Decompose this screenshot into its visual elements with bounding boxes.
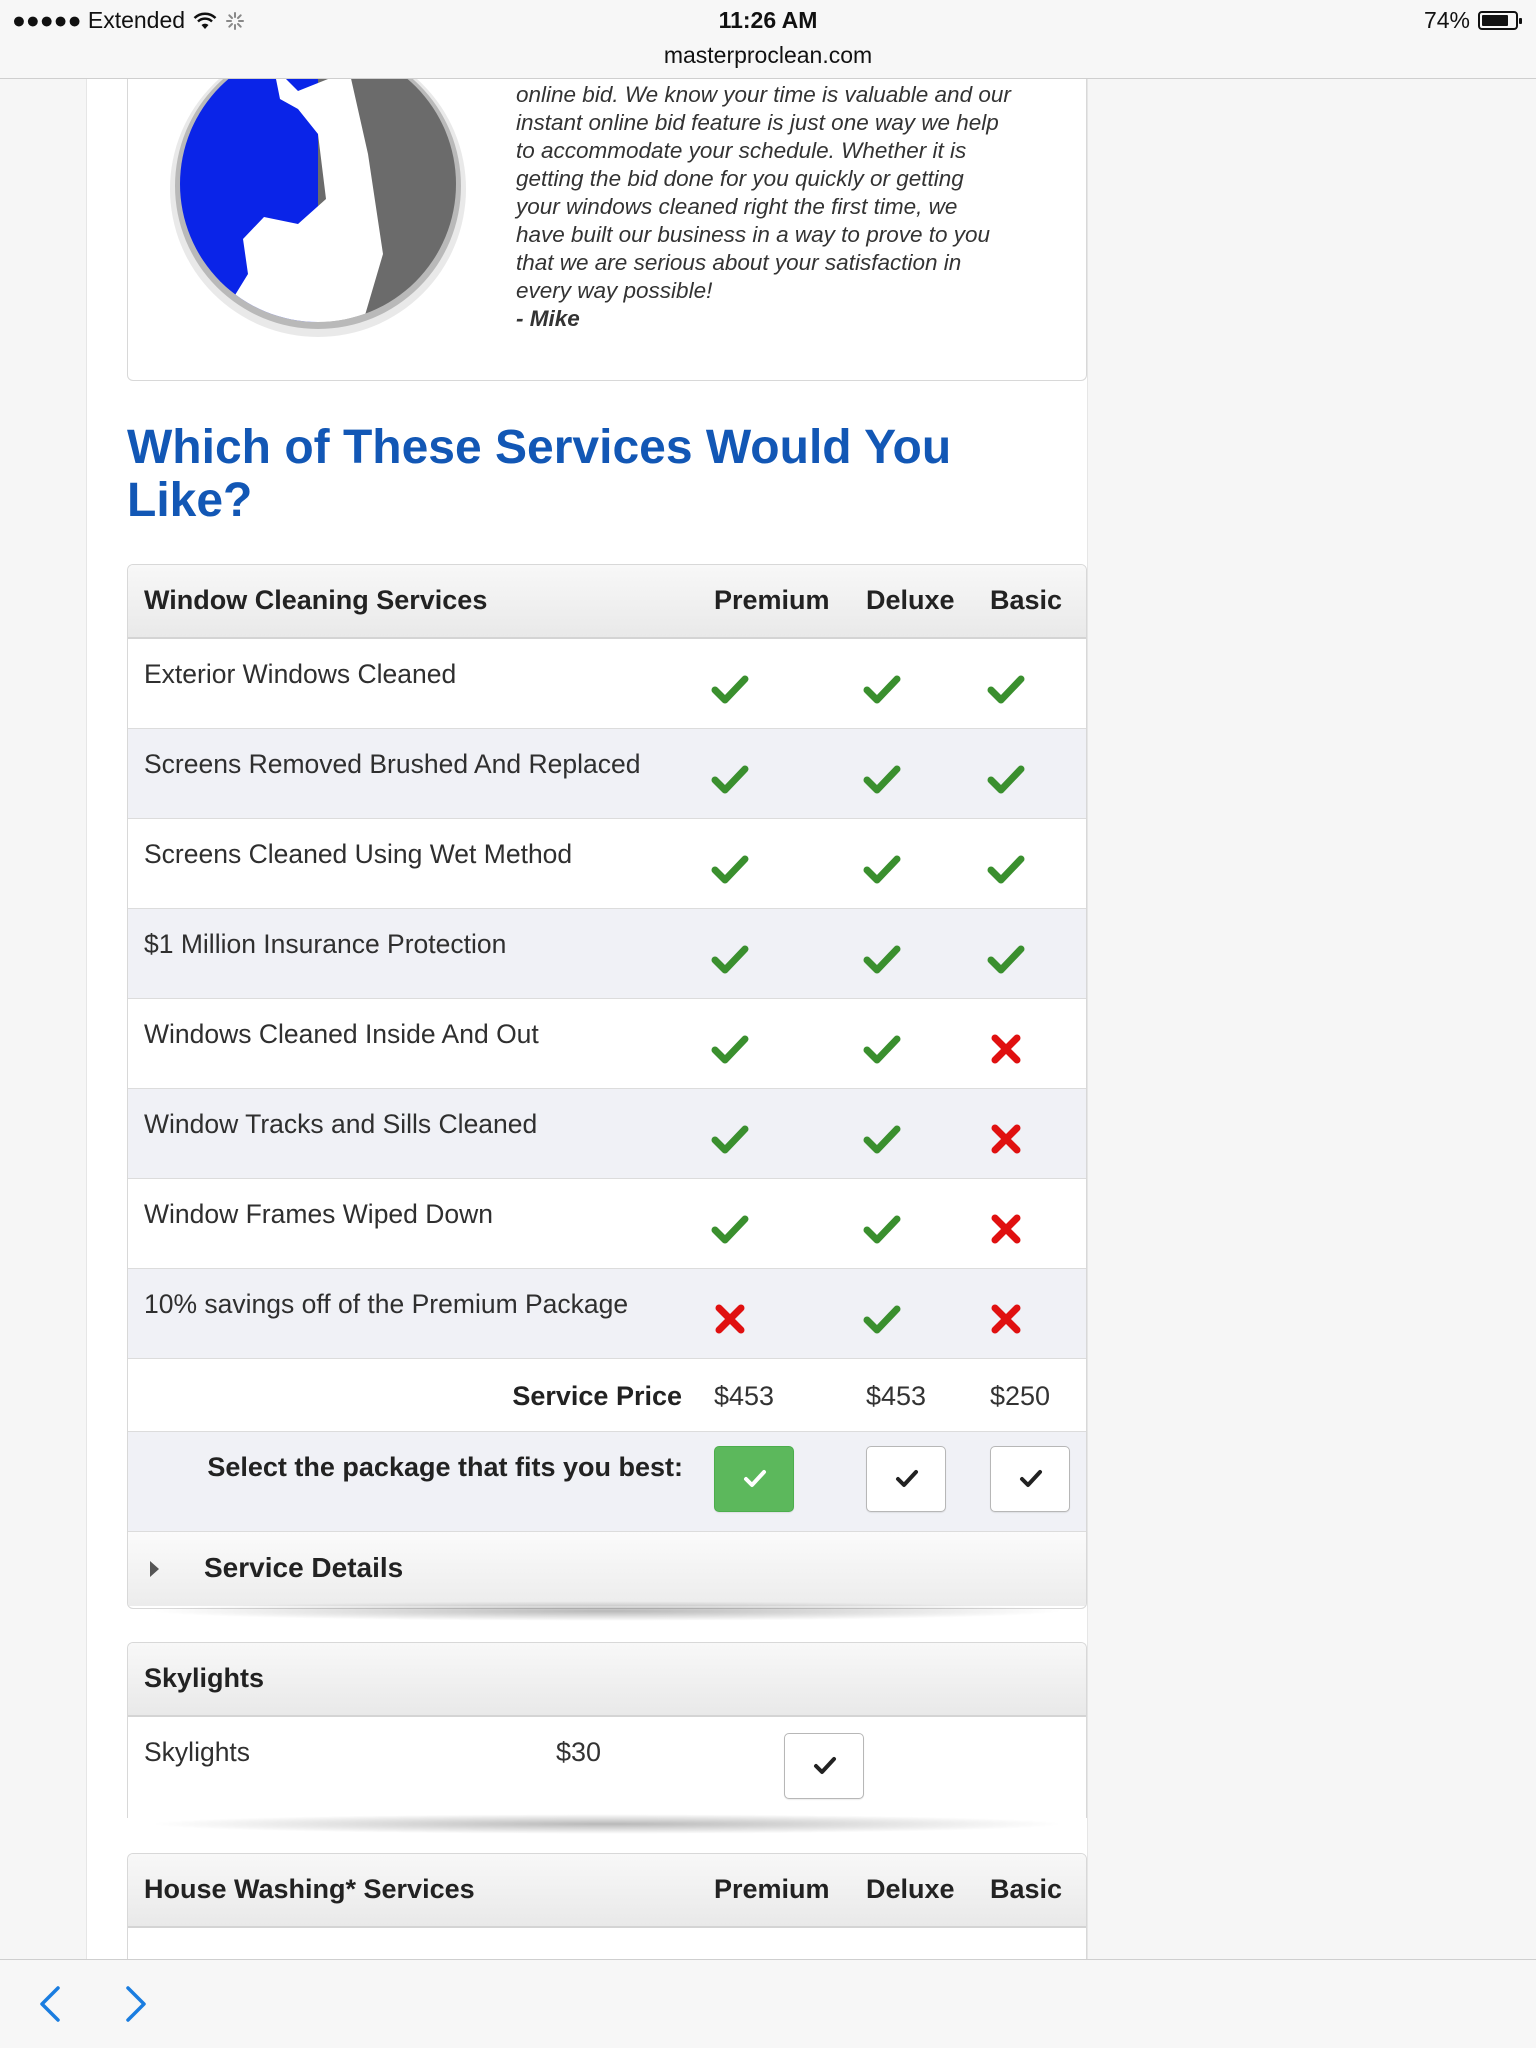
quote-signature: - Mike [516,306,580,331]
feature-label: Screens Removed Brushed And Replaced [144,749,641,779]
quote-line: getting the bid done for you quickly or getting [516,166,964,191]
feature-label: Window Frames Wiped Down [144,1199,494,1229]
column-basic: Basic [990,1874,1063,1904]
column-deluxe: Deluxe [866,585,955,615]
check-icon [986,849,1026,889]
checkmark-icon [813,1755,837,1777]
quote-line: that we are serious about your satisfaction in [516,250,962,275]
check-icon [710,1209,750,1249]
check-icon [862,1119,902,1159]
skylights-price: $30 [556,1737,602,1767]
battery-icon [1478,11,1518,30]
about-panel [127,79,1087,381]
column-deluxe: Deluxe [866,1874,955,1904]
check-icon [710,849,750,889]
price-premium: $453 [714,1381,775,1411]
select-row [128,1432,1086,1532]
quote-line: every way possible! [516,278,713,303]
quote-line: have built our business in a way to prove to you [516,222,991,247]
house-washing-table [127,1853,1087,1959]
price-deluxe: $453 [866,1381,927,1411]
battery-percent: 74% [1423,7,1470,33]
check-icon [862,1029,902,1069]
table-row [128,1269,1086,1359]
table-row [128,1089,1086,1179]
forward-arrow-icon[interactable] [112,1982,156,2026]
back-arrow-icon[interactable] [30,1982,74,2026]
table-title: Window Cleaning Services [144,585,488,615]
select-premium-checkbox[interactable] [714,1446,794,1512]
table-header [128,1854,1086,1928]
service-details-label: Service Details [204,1552,404,1583]
skylights-table [127,1642,1087,1818]
check-icon [862,1299,902,1339]
price-basic: $250 [990,1381,1051,1411]
feature-label: Windows Cleaned Inside And Out [144,1019,539,1049]
quote-line: your windows cleaned right the first time, we [516,194,958,219]
table-row [128,729,1086,819]
cross-icon [986,1029,1026,1069]
quote-line: to accommodate your schedule. Whether it is [516,138,967,163]
check-icon [986,759,1026,799]
quote-line: instant online bid feature is just one way we help [516,110,999,135]
status-bar [0,0,1536,40]
table-row [128,819,1086,909]
address-bar[interactable] [0,40,1536,79]
feature-label: Window Tracks and Sills Cleaned [144,1109,538,1139]
cross-icon [986,1299,1026,1339]
price-row [128,1359,1086,1432]
check-icon [986,939,1026,979]
table-row [128,1717,1086,1818]
clock: 11:26 AM [718,7,818,33]
feature-label: Exterior Windows Cleaned [144,659,457,689]
column-premium: Premium [714,1874,830,1904]
feature-label: Screens Cleaned Using Wet Method [144,839,573,869]
service-details-toggle[interactable] [128,1532,1086,1606]
checkmark-icon [895,1468,919,1490]
table-header [128,565,1086,639]
check-icon [710,759,750,799]
select-basic-checkbox[interactable] [990,1446,1070,1512]
carrier-label: ●●●●● Extended [12,7,186,33]
company-logo [168,79,468,339]
cross-icon [710,1299,750,1339]
check-icon [862,939,902,979]
cross-icon [986,1209,1026,1249]
column-basic: Basic [990,585,1063,615]
expand-arrow-icon [150,1561,159,1577]
cross-icon [986,1119,1026,1159]
select-skylights-checkbox[interactable] [784,1733,864,1799]
table-row [128,909,1086,999]
owner-quote [516,81,1061,333]
feature-label: 10% savings off of the Premium Package [144,1289,629,1319]
check-icon [710,669,750,709]
panel-shadow [147,1814,1067,1834]
feature-label: $1 Million Insurance Protection [144,929,507,959]
check-icon [862,759,902,799]
select-deluxe-checkbox[interactable] [866,1446,946,1512]
check-icon [710,939,750,979]
status-right [1424,7,1518,34]
checkmark-icon [743,1468,767,1490]
table-title: House Washing* Services [144,1874,475,1904]
price-label: Service Price [512,1381,682,1411]
select-label: Select the package that fits you best: [207,1452,683,1482]
check-icon [986,669,1026,709]
check-icon [862,669,902,709]
web-page [86,79,1088,1959]
window-cleaning-table [127,564,1087,1609]
table-row [128,1179,1086,1269]
table-header [128,1643,1086,1717]
panel-shadow [147,1601,1067,1621]
check-icon [710,1029,750,1069]
browser-toolbar [0,1959,1536,2048]
check-icon [710,1119,750,1159]
check-icon [862,1209,902,1249]
column-premium: Premium [714,585,830,615]
table-row [128,639,1086,729]
section-title: Which of These Services Would You Like? [127,421,952,527]
quote-line: online bid. We know your time is valuable and our [516,82,1011,107]
checkmark-icon [1019,1468,1043,1490]
check-icon [862,849,902,889]
url-text: masterproclean.com [663,42,873,68]
skylights-label: Skylights [144,1737,251,1767]
table-row [128,999,1086,1089]
table-title: Skylights [144,1663,265,1693]
